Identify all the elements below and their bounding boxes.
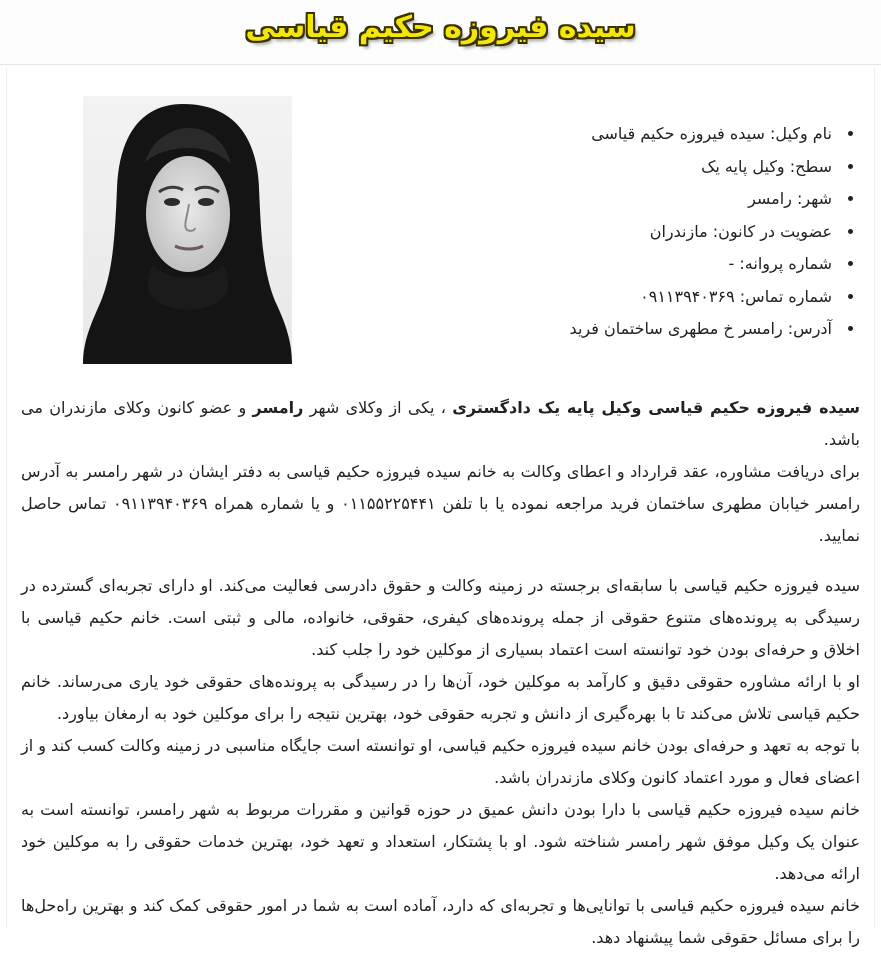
intro-paragraph (21, 392, 860, 552)
intro-text-1: ، یکی از وکلای شهر (303, 398, 453, 417)
intro-bold-city: رامسر (252, 398, 304, 417)
intro-bold-name: سیده فیروزه حکیم قیاسی وکیل پایه یک دادگستری (452, 398, 861, 417)
info-item-name: • نام وکیل: سیده فیروزه حکیم قیاسی (366, 118, 836, 151)
info-item-license: • شماره پروانه: - (366, 248, 836, 281)
portrait-image (83, 96, 292, 364)
description (21, 392, 860, 954)
body-paragraph-5: خانم سیده فیروزه حکیم قیاسی با توانایی‌ها و تجربه‌ای که دارد، آماده است به شما در امور حقوقی کمک کند و بهترین راه‌حل‌ها را برای مسائل حقوقی شما پیشنهاد دهد. (21, 896, 860, 947)
lawyer-info-list (366, 118, 858, 346)
intro-text-3: برای دریافت مشاوره، عقد قرارداد و اعطای وکالت به خانم سیده فیروزه حکیم قیاسی به دفتر ایشان در شهر رامسر به آدرس رامسر خیابان مطهری ساختمان فرید مراجعه نموده یا با تلفن ۰۱۱۵۵۲۲۵۴۴۱ و یا شماره همراه ۰۹۱۱۳۹۴۰۳۶۹ تماس حاصل نمایید. (21, 462, 861, 545)
info-item-phone: • شماره تماس: ۰۹۱۱۳۹۴۰۳۶۹ (366, 281, 836, 314)
info-item-city: • شهر: رامسر (366, 183, 836, 216)
body-paragraph-2: او با ارائه مشاوره حقوقی دقیق و کارآمد به موکلین خود، آن‌ها را در رسیدگی به پرونده‌های حقوقی خود یاری می‌رساند. خانم حکیم قیاسی تلاش می‌کند تا با بهره‌گیری از دانش و تجربه حقوقی خود، بهترین نتیجه را برای موکلین خود به ارمغان بیاورد. (21, 672, 860, 723)
profile-content (6, 68, 875, 947)
info-item-membership: • عضویت در کانون: مازندران (366, 216, 836, 249)
title-bar (0, 0, 881, 65)
intro-text-2: و عضو کانون وکلای مازندران می باشد. (21, 398, 860, 449)
info-item-address: • آدرس: رامسر خ مطهری ساختمان فرید (366, 313, 836, 346)
body-paragraph-1: سیده فیروزه حکیم قیاسی با سابقه‌ای برجسته در زمینه وکالت و حقوق دادرسی فعالیت می‌کند. او دارای تجربه‌ای گسترده در رسیدگی به پرونده‌های متنوع حقوقی از جمله پرونده‌های کیفری، حقوقی، خانواده، مالی و ثبتی است. خانم حکیم قیاسی با اخلاق و حرفه‌ای بودن خود توانسته است اعتماد بسیاری از موکلین خود را جلب کند. (21, 576, 860, 659)
body-paragraph-4: خانم سیده فیروزه حکیم قیاسی با دارا بودن دانش عمیق در حوزه قوانین و مقررات مربوط به شهر رامسر، توانسته است به عنوان یک وکیل موفق شهر رامسر شناخته شود. او با پشتکار، استعداد و تعهد خود، بهترین خدمات حقوقی را به موکلین خود ارائه می‌دهد. (21, 800, 860, 883)
info-item-level: • سطح: وکیل پایه یک (366, 151, 836, 184)
body-paragraph-3: با توجه به تعهد و حرفه‌ای بودن خانم سیده فیروزه حکیم قیاسی، او توانسته است جایگاه مناسبی در زمینه وکالت کسب کند و از اعضای فعال و مورد اعتماد کانون وکلای مازندران باشد. (21, 736, 860, 787)
lawyer-photo (83, 96, 292, 364)
page-title: سیده فیروزه حکیم قیاسی (245, 10, 636, 45)
